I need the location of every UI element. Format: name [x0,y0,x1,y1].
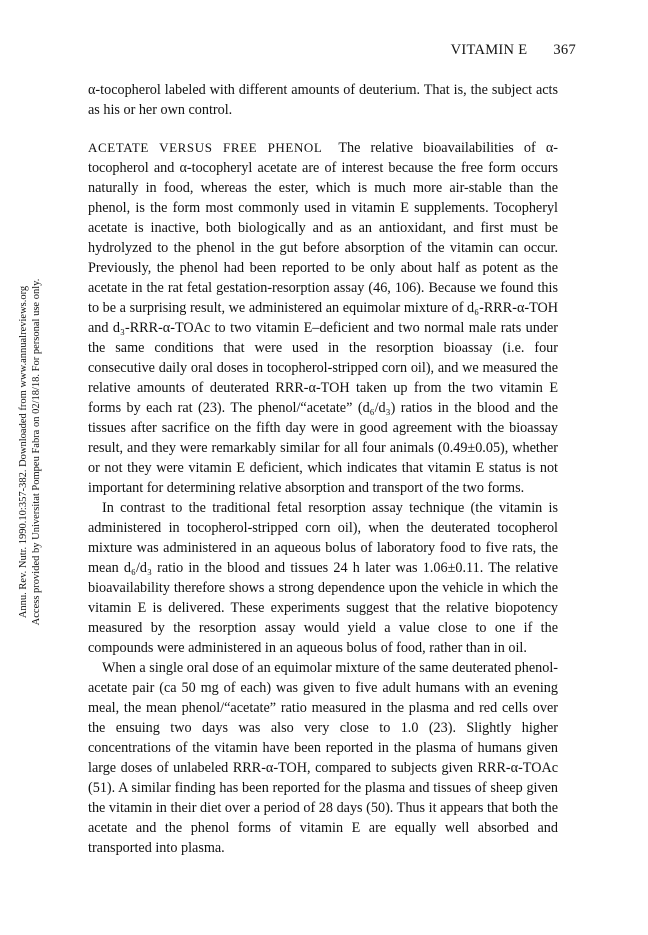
paragraph-continued: α-tocopherol labeled with different amounts of deuterium. That is, the subject acts as his or her own control. [88,82,558,118]
access-notice [17,279,43,626]
paragraph-aqueous-bolus: In contrast to the traditional fetal resorption assay technique (the vitamin is administered in tocopherol-stripped corn oil), when the deuterated tocopherol mixture was administered in an aqueous bolus of laboratory food to five rats, the mean d₆/d₃ ratio in the blood and tissues 24 h later was 1.06±0.11. The relative bioavailability therefore shows a strong dependence upon the vehicle in which the vitamin E is delivered. These experiments suggest that the relative biopotency measured by the resorption assay would yield a value close to one if the compounds were administered in an aqueous bolus of food, rather than in oil. [88,500,558,656]
running-title: VITAMIN E [450,42,528,58]
paragraph-human-dose: When a single oral dose of an equimolar mixture of the same deuterated phenol-acetate pair (ca 50 mg of each) was given to five adult humans with an evening meal, the mean phenol/“acetate” ratio measured in the plasma and red cells over the ensuing two days was also very close to 1.0 (23). Slightly higher concentrations of the vitamin have been reported in the plasma of humans given large doses of unlabeled RRR-α-TOH, compared to subjects given RRR-α-TOAc (51). A similar finding has been reported for the plasma and tissues of sheep given the vitamin in their diet over a period of 28 days (50). Thus it appears that both the acetate and the phenol forms of vitamin E are equally well absorbed and transported into plasma. [88,660,558,856]
page-header [451,42,576,59]
paragraph-text: The relative bioavailabilities of α-tocopherol and α-tocopheryl acetate are of interest because the free form occurs naturally in food, whereas the ester, which is much more air-stable than the phenol, is the form most commonly used in vitamin E supplements. Tocopheryl acetate is inactive, both biologically and as an antioxidant, and first must be hydrolyzed to the phenol in the gut before absorption of the vitamin can occur. Previously, the phenol had been reported to be only about half as potent as the acetate in the rat fetal gestation-resorption assay (46, 106). Because we found this to be a surprising result, we administered an equimolar mixture of d₆-RRR-α-TOH and d₃-RRR-α-TOAc to two vitamin E–deficient and two normal male rats under the same conditions that were used in the resorption bioassay (i.e. four consecutive daily oral doses in tocopherol-stripped corn oil), and we measured the relative amounts of deuterated RRR-α-TOH taken up from the two vitamin E forms by each rat (23). The phenol/“acetate” (d₆/d₃) ratios in the blood and the tissues after sacrifice on the fifth day were in good agreement with the bioassay result, and they were remarkably similar for all four animals (0.49±0.05), whether or not they were vitamin E deficient, which indicates that vitamin E status is not important for determining relative absorption and transport of the two forms. [88,140,558,496]
page-number: 367 [553,42,576,58]
access-notice-line-1: Annu. Rev. Nutr. 1990.10:357-382. Downloaded from www.annualreviews.org [18,285,29,619]
paragraph-acetate-vs-phenol [88,138,558,498]
section-heading: ACETATE VERSUS FREE PHENOL [88,140,323,155]
access-sidebar [10,232,50,672]
article-body [88,80,558,858]
access-notice-line-2: Access provided by Universitat Pompeu Fabra on 02/18/18. For personal use only. [31,278,42,626]
